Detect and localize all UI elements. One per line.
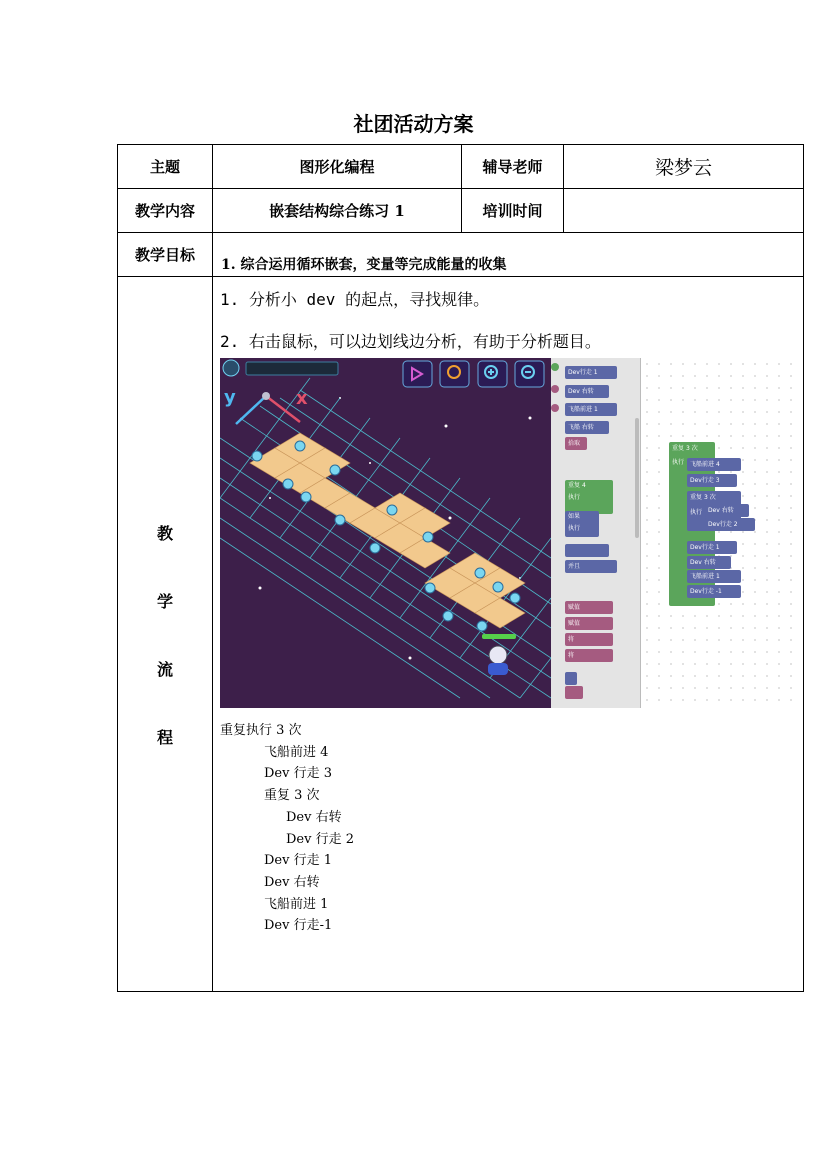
palette-block[interactable]: 赋值: [565, 601, 613, 614]
y-axis-arrow: [236, 396, 266, 424]
process-label: [118, 277, 213, 992]
palette-block[interactable]: [565, 672, 577, 685]
code-line: Dev 行走 2: [286, 831, 354, 847]
toolbar-icons: [403, 361, 544, 387]
repeat-block[interactable]: 重复 3 次: [669, 442, 715, 606]
game-board: [220, 358, 551, 708]
workspace-block[interactable]: Dev行走 -1: [687, 585, 741, 598]
content-label: 教学内容: [118, 189, 213, 233]
teacher-label: 辅导老师: [462, 145, 564, 189]
step-2: 2. 右击鼠标，可以边划线边分析，有助于分析题目。: [220, 332, 601, 351]
teacher-value: 梁梦云: [564, 145, 804, 189]
path-tiles: [250, 433, 525, 628]
process-content: [213, 277, 804, 992]
code-outline: [220, 720, 803, 937]
code-line: Dev 行走 3: [264, 766, 332, 782]
topic-value: 图形化编程: [213, 145, 462, 189]
palette-block[interactable]: 赋值: [565, 617, 613, 630]
do-label: 执行: [690, 509, 703, 516]
palette-block[interactable]: 并且: [565, 560, 617, 573]
dev-robot: [482, 634, 516, 675]
palette-block[interactable]: 飞船 右转: [565, 421, 609, 434]
palette-block[interactable]: 飞船前进 1: [565, 403, 617, 416]
workspace-block[interactable]: Dev 右转: [705, 504, 749, 517]
workspace-block[interactable]: 飞船前进 4: [687, 458, 741, 471]
goal-value: [213, 233, 804, 277]
workspace-block[interactable]: Dev行走 3: [687, 474, 737, 487]
game-screenshot: [220, 358, 795, 708]
page-title: 社团活动方案: [353, 112, 474, 136]
time-label: 培训时间: [462, 189, 564, 233]
code-line: Dev 右转: [264, 874, 320, 890]
game-scene: [220, 358, 551, 708]
palette-block[interactable]: 重复 4 执行: [565, 480, 613, 514]
block-palette: [551, 358, 641, 708]
code-line: Dev 行走 1: [264, 853, 332, 869]
time-value: [564, 189, 804, 233]
palette-block[interactable]: Dev行走 1: [565, 366, 617, 379]
process-char: 流: [156, 659, 173, 679]
code-line: 飞船前进 4: [264, 744, 329, 760]
process-char: 程: [156, 727, 173, 747]
inner-repeat-block[interactable]: 重复 3 次: [687, 491, 741, 531]
topic-label: 主题: [118, 145, 213, 189]
code-line: Dev 右转: [286, 809, 342, 825]
palette-block[interactable]: Dev 右转: [565, 385, 609, 398]
workspace-block[interactable]: Dev 右转: [687, 556, 731, 569]
palette-block[interactable]: 将: [565, 633, 613, 646]
goal-label: 教学目标: [118, 233, 213, 277]
process-char: 学: [156, 591, 173, 611]
workspace-block[interactable]: Dev行走 2: [705, 518, 755, 531]
code-line: 重复 3 次: [264, 788, 320, 804]
palette-block[interactable]: [565, 686, 583, 699]
step-1: 1. 分析小 dev 的起点，寻找规律。: [220, 290, 490, 309]
y-axis-label: y: [224, 387, 236, 408]
content-value: 嵌套结构综合练习 1: [213, 189, 462, 233]
workspace-block[interactable]: Dev行走 1: [687, 541, 737, 554]
code-line: Dev 行走-1: [264, 918, 333, 934]
workspace-block[interactable]: 飞船前进 1: [687, 570, 741, 583]
palette-block[interactable]: [565, 544, 609, 557]
process-char: 教: [156, 523, 173, 543]
goal-text: 1. 综合运用循环嵌套，变量等完成能量的收集: [221, 257, 507, 273]
x-axis-label: x: [296, 388, 308, 409]
palette-block[interactable]: 将: [565, 649, 613, 662]
code-line: 飞船前进 1: [264, 896, 329, 912]
code-line: 重复执行 3 次: [220, 723, 302, 738]
code-workspace: [641, 358, 795, 708]
plan-table: [117, 144, 804, 992]
do-label: 执行: [672, 459, 685, 466]
palette-block[interactable]: 拾取: [565, 437, 587, 450]
palette-block[interactable]: 如果 执行: [565, 511, 599, 537]
